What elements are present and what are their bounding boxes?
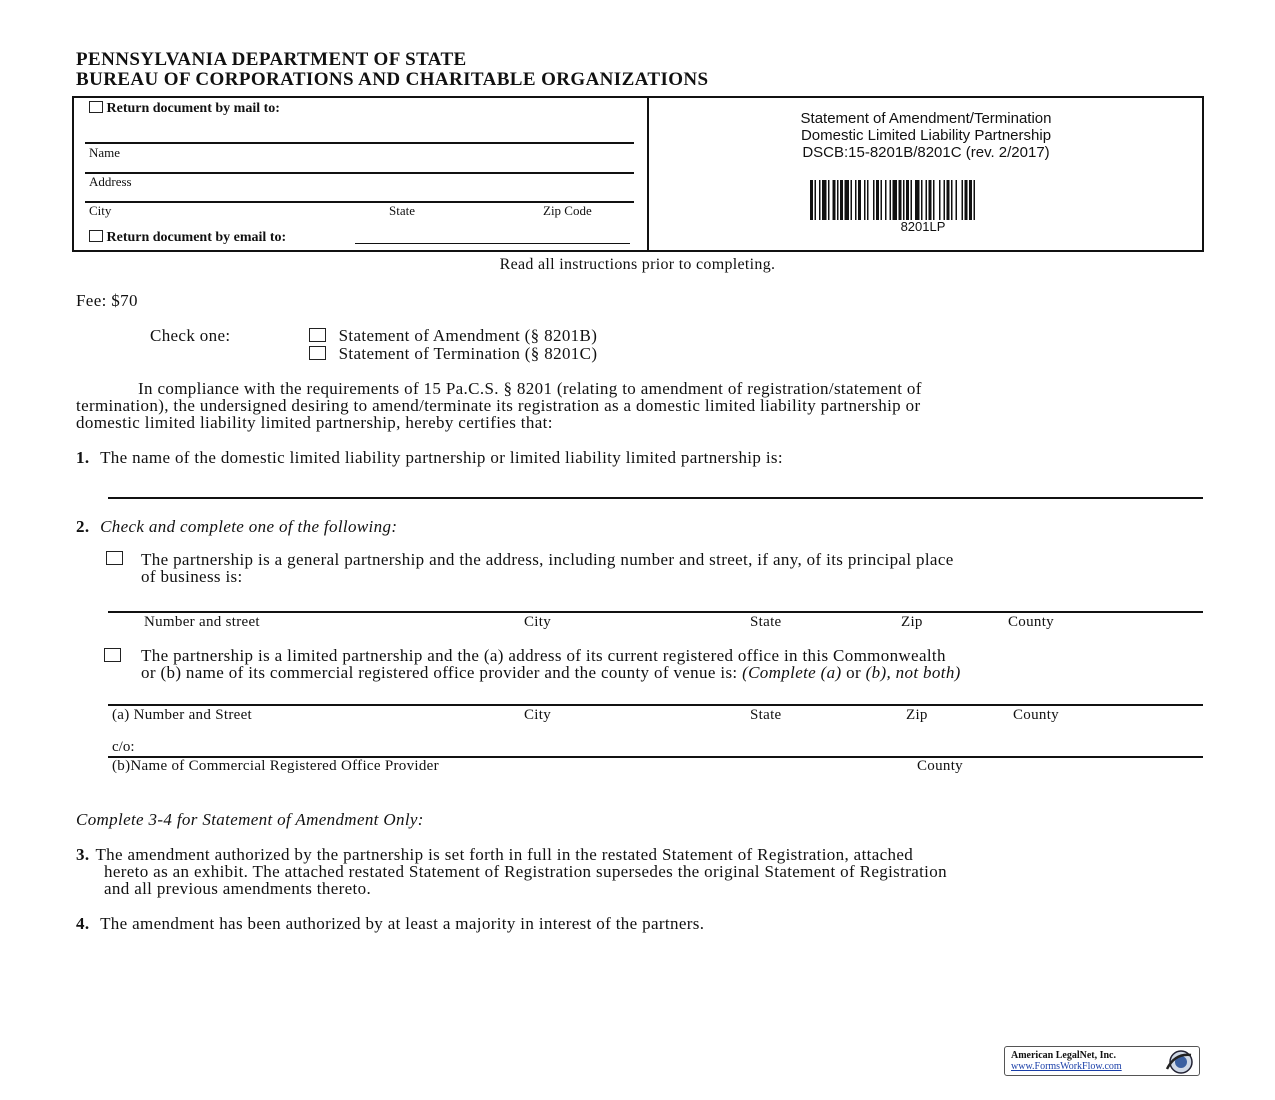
return-email-checkbox[interactable]	[89, 230, 103, 242]
name-label: Name	[89, 145, 121, 160]
form-info	[648, 110, 1204, 161]
address-label: Address	[89, 174, 132, 189]
return-mail-checkbox[interactable]	[89, 101, 103, 113]
item-3: 3. The amendment authorized by the partnership is set forth in full in the restated Statement of Registration, attached hereto as an exhibit. The attached restated Statement of Registration supersedes the original Statement of Registration and all previous amendments thereto.	[76, 845, 947, 898]
check-one-label: Check one:	[150, 326, 231, 345]
american-legalnet-logo[interactable]	[1004, 1046, 1200, 1076]
amendment-label: Statement of Amendment (§ 8201B)	[338, 326, 598, 345]
return-mail-option[interactable]	[89, 101, 280, 117]
barcode-text: 8201LP	[900, 219, 946, 234]
logo-url[interactable]: www.FormsWorkFlow.com	[1011, 1061, 1122, 1072]
amendment-option[interactable]	[309, 327, 597, 344]
barcode	[810, 180, 1038, 220]
instructions: Read all instructions prior to completing.	[499, 256, 776, 273]
logo-company-name: American LegalNet, Inc.	[1011, 1050, 1116, 1061]
termination-option[interactable]	[309, 345, 597, 362]
item-4: 4. The amendment has been authorized by at least a majority in interest of the partners.	[76, 914, 705, 933]
care-of-label: c/o:	[112, 739, 135, 755]
provider-label: (b)Name of Commercial Registered Office Provider	[112, 758, 439, 774]
department-title: PENNSYLVANIA DEPARTMENT OF STATE	[76, 49, 467, 70]
general-partnership-text: The partnership is a general partnership and the address, including number and street, if any, of its principal place of business is:	[141, 550, 954, 586]
email-field[interactable]	[355, 243, 630, 244]
item-2: 2. Check and complete one of the following:	[76, 517, 398, 536]
registered-office-field[interactable]	[108, 704, 1203, 706]
bureau-title: BUREAU OF CORPORATIONS AND CHARITABLE ORGANIZATIONS	[76, 69, 709, 90]
amendment-only-note: Complete 3-4 for Statement of Amendment Only:	[76, 810, 424, 829]
return-mail-label: Return document by mail to:	[106, 101, 280, 116]
form-subtitle: Domestic Limited Liability Partnership	[800, 127, 1052, 144]
amendment-checkbox[interactable]	[309, 328, 326, 342]
termination-checkbox[interactable]	[309, 346, 326, 360]
limited-partnership-checkbox[interactable]	[104, 648, 121, 666]
item-1: 1. The name of the domestic limited liability partnership or limited liability limited partnership is:	[76, 448, 783, 467]
return-email-label: Return document by email to:	[106, 230, 287, 245]
address-field[interactable]	[85, 172, 634, 174]
globe-icon	[1163, 1049, 1195, 1075]
fee: Fee: $70	[76, 291, 138, 310]
principal-place-field[interactable]	[108, 611, 1203, 613]
name-field[interactable]	[85, 142, 634, 144]
termination-label: Statement of Termination (§ 8201C)	[338, 344, 598, 363]
provider-county-label: County	[917, 758, 963, 774]
state-label: State	[389, 203, 415, 218]
limited-partnership-text: The partnership is a limited partnership and the (a) address of its current registered office in this Commonwealth or (b) name of its commercial registered office provider and the county of venue is: (Complete (a) or (b), not both)	[141, 646, 961, 682]
city-label: City	[89, 203, 112, 218]
general-partnership-checkbox[interactable]	[106, 551, 123, 569]
compliance-paragraph: In compliance with the requirements of 15 Pa.C.S. § 8201 (relating to amendment of registration/statement of termination), the undersigned desiring to amend/terminate its registration as a domestic limited liability partnership or domestic limited liability limited partnership, hereby certifies that:	[76, 379, 922, 432]
partnership-name-field[interactable]	[108, 497, 1203, 499]
form-title: Statement of Amendment/Termination	[800, 110, 1052, 127]
zip-code-label: Zip Code	[543, 203, 592, 218]
form-number: DSCB:15-8201B/8201C (rev. 2/2017)	[802, 144, 1050, 161]
return-email-option[interactable]	[89, 230, 286, 246]
